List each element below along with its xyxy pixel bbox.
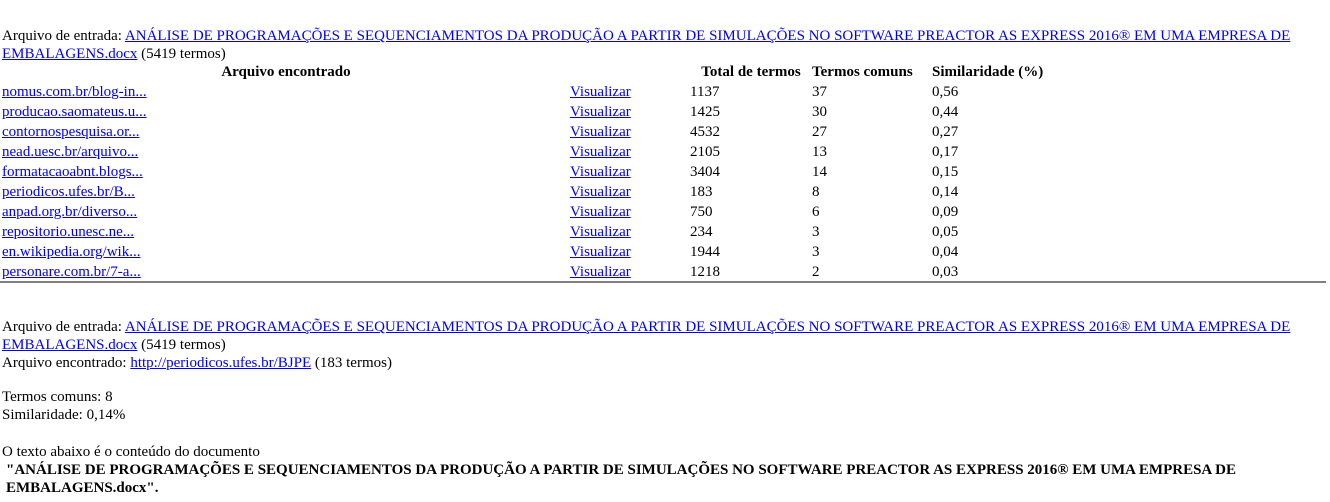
found-file-link[interactable]: en.wikipedia.org/wik... bbox=[2, 244, 141, 260]
total-terms-cell: 750 bbox=[690, 204, 713, 220]
header-similaridade: Similaridade (%) bbox=[932, 64, 1044, 80]
detail-input-link[interactable]: ANÁLISE DE PROGRAMAÇÕES E SEQUENCIAMENTOS DA PRODUÇÃO A PARTIR DE SIMULAÇÕES NO SOFTWARE PREACTOR AS EXPRESS 2016® EM UMA EMPRESA DE EMBALAGENS.docx bbox=[2, 319, 1291, 353]
total-terms-cell: 1137 bbox=[690, 84, 720, 100]
found-file-cell bbox=[2, 262, 570, 282]
header-total: Total de termos bbox=[701, 64, 801, 80]
table-body bbox=[2, 82, 1102, 282]
similarity-cell bbox=[932, 222, 1102, 242]
visualize-cell bbox=[570, 202, 690, 222]
common-terms-cell bbox=[812, 162, 932, 182]
common-terms-cell bbox=[812, 142, 932, 162]
visualize-link[interactable]: Visualizar bbox=[570, 224, 631, 240]
visualize-link[interactable]: Visualizar bbox=[570, 124, 631, 140]
found-file-cell bbox=[2, 182, 570, 202]
similarity-cell bbox=[932, 82, 1102, 102]
found-file-cell bbox=[2, 242, 570, 262]
common-terms-cell: 27 bbox=[812, 124, 827, 140]
table-row bbox=[2, 102, 1102, 122]
visualize-cell bbox=[570, 162, 690, 182]
section-divider bbox=[0, 281, 1326, 283]
similarity-cell: 0,04 bbox=[932, 244, 959, 260]
total-terms-cell: 1425 bbox=[690, 104, 720, 120]
common-terms-cell bbox=[812, 102, 932, 122]
total-terms-cell bbox=[690, 262, 812, 282]
total-terms-cell bbox=[690, 122, 812, 142]
similarity-cell bbox=[932, 182, 1102, 202]
found-file-link[interactable]: personare.com.br/7-a... bbox=[2, 264, 141, 280]
common-terms-cell bbox=[812, 262, 932, 282]
visualize-link[interactable]: Visualizar bbox=[570, 164, 631, 180]
visualize-link[interactable]: Visualizar bbox=[570, 144, 631, 160]
common-terms-cell: 13 bbox=[812, 144, 827, 160]
common-terms-cell bbox=[812, 202, 932, 222]
common-terms-cell: 2 bbox=[812, 264, 820, 280]
common-terms-cell: 3 bbox=[812, 224, 820, 240]
table-row bbox=[2, 82, 1102, 102]
found-file-cell bbox=[2, 82, 570, 102]
table-row bbox=[2, 142, 1102, 162]
visualize-cell bbox=[570, 122, 690, 142]
detail-input-label: Arquivo de entrada: bbox=[2, 319, 122, 335]
header-comuns: Termos comuns bbox=[812, 64, 913, 80]
visualize-cell bbox=[570, 242, 690, 262]
total-terms-cell bbox=[690, 82, 812, 102]
found-file-link[interactable]: contornospesquisa.or... bbox=[2, 124, 140, 140]
similarity-cell: 0,09 bbox=[932, 204, 959, 220]
similarity-cell bbox=[932, 142, 1102, 162]
visualize-cell bbox=[570, 82, 690, 102]
detail-found-link[interactable]: http://periodicos.ufes.br/BJPE bbox=[130, 355, 312, 371]
common-terms-cell: 37 bbox=[812, 84, 827, 100]
detail-files bbox=[2, 318, 1322, 372]
total-terms-cell bbox=[690, 162, 812, 182]
visualize-cell bbox=[570, 222, 690, 242]
found-file-link[interactable]: formatacaoabnt.blogs... bbox=[2, 164, 143, 180]
common-terms-cell bbox=[812, 182, 932, 202]
visualize-link[interactable]: Visualizar bbox=[570, 84, 631, 100]
total-terms-cell bbox=[690, 202, 812, 222]
common-terms-cell bbox=[812, 122, 932, 142]
detail-found-label: Arquivo encontrado: bbox=[2, 355, 127, 371]
total-terms-cell: 2105 bbox=[690, 144, 720, 160]
found-file-link[interactable]: repositorio.unesc.ne... bbox=[2, 224, 135, 240]
detail-input-terms: (5419 termos) bbox=[141, 337, 226, 353]
similarity-cell: 0,14 bbox=[932, 184, 959, 200]
common-terms-cell: 30 bbox=[812, 104, 827, 120]
total-terms-cell: 1944 bbox=[690, 244, 720, 260]
similarity-cell: 0,56 bbox=[932, 84, 959, 100]
visualize-cell bbox=[570, 142, 690, 162]
common-terms-cell: 8 bbox=[812, 184, 820, 200]
total-terms-cell: 4532 bbox=[690, 124, 720, 140]
common-terms-cell: 3 bbox=[812, 244, 820, 260]
document-content bbox=[2, 443, 1328, 497]
input-file-terms: (5419 termos) bbox=[141, 46, 226, 62]
total-terms-cell: 3404 bbox=[690, 164, 720, 180]
found-file-cell bbox=[2, 162, 570, 182]
total-terms-cell bbox=[690, 222, 812, 242]
table-row bbox=[2, 122, 1102, 142]
similarity-cell: 0,15 bbox=[932, 164, 959, 180]
document-title: "ANÁLISE DE PROGRAMAÇÕES E SEQUENCIAMENTOS DA PRODUÇÃO A PARTIR DE SIMULAÇÕES NO SOFTWARE PREACTOR AS EXPRESS 2016® EM UMA EMPRESA DE EMBALAGENS.docx". bbox=[6, 462, 1237, 496]
header-acao bbox=[570, 62, 690, 82]
similarity-cell: 0,17 bbox=[932, 144, 959, 160]
found-file-cell bbox=[2, 202, 570, 222]
found-file-link[interactable]: producao.saomateus.u... bbox=[2, 104, 147, 120]
visualize-link[interactable]: Visualizar bbox=[570, 184, 631, 200]
total-terms-cell bbox=[690, 142, 812, 162]
similarity-cell bbox=[932, 242, 1102, 262]
detail-found-terms: (183 termos) bbox=[314, 355, 392, 371]
found-file-link[interactable]: periodicos.ufes.br/B... bbox=[2, 184, 135, 200]
found-file-link[interactable]: nomus.com.br/blog-in... bbox=[2, 84, 147, 100]
visualize-link[interactable]: Visualizar bbox=[570, 264, 631, 280]
common-terms-cell bbox=[812, 242, 932, 262]
similarity: Similaridade: 0,14% bbox=[2, 407, 126, 423]
header-arquivo: Arquivo encontrado bbox=[221, 64, 351, 80]
table-row bbox=[2, 182, 1102, 202]
similarity-cell: 0,03 bbox=[932, 264, 959, 280]
table-row bbox=[2, 242, 1102, 262]
input-file-label: Arquivo de entrada: bbox=[2, 28, 122, 44]
visualize-link[interactable]: Visualizar bbox=[570, 244, 631, 260]
text-intro: O texto abaixo é o conteúdo do documento bbox=[2, 444, 260, 460]
detail-stats bbox=[2, 388, 125, 424]
found-file-cell bbox=[2, 222, 570, 242]
total-terms-cell bbox=[690, 182, 812, 202]
similarity-cell bbox=[932, 162, 1102, 182]
similarity-cell bbox=[932, 262, 1102, 282]
table-row bbox=[2, 202, 1102, 222]
total-terms-cell: 234 bbox=[690, 224, 713, 240]
visualize-link[interactable]: Visualizar bbox=[570, 204, 631, 220]
common-terms-cell: 14 bbox=[812, 164, 827, 180]
visualize-cell bbox=[570, 182, 690, 202]
found-file-cell bbox=[2, 122, 570, 142]
found-file-cell bbox=[2, 102, 570, 122]
table-row bbox=[2, 222, 1102, 242]
common-terms: Termos comuns: 8 bbox=[2, 389, 113, 405]
similarity-cell: 0,44 bbox=[932, 104, 959, 120]
input-file-line bbox=[2, 27, 1302, 63]
found-file-cell bbox=[2, 142, 570, 162]
table-row bbox=[2, 262, 1102, 282]
total-terms-cell bbox=[690, 102, 812, 122]
similarity-cell bbox=[932, 122, 1102, 142]
input-file-link[interactable]: ANÁLISE DE PROGRAMAÇÕES E SEQUENCIAMENTOS DA PRODUÇÃO A PARTIR DE SIMULAÇÕES NO SOFTWARE PREACTOR AS EXPRESS 2016® EM UMA EMPRESA DE EMBALAGENS.docx bbox=[2, 28, 1291, 62]
similarity-cell bbox=[932, 102, 1102, 122]
total-terms-cell: 1218 bbox=[690, 264, 720, 280]
table-row bbox=[2, 162, 1102, 182]
visualize-cell bbox=[570, 102, 690, 122]
similarity-cell: 0,27 bbox=[932, 124, 959, 140]
found-file-link[interactable]: nead.uesc.br/arquivo... bbox=[2, 144, 139, 160]
common-terms-cell bbox=[812, 82, 932, 102]
total-terms-cell: 183 bbox=[690, 184, 713, 200]
results-table bbox=[2, 62, 1102, 282]
common-terms-cell bbox=[812, 222, 932, 242]
found-file-link[interactable]: anpad.org.br/diverso... bbox=[2, 204, 138, 220]
visualize-link[interactable]: Visualizar bbox=[570, 104, 631, 120]
table-header-row bbox=[2, 62, 1102, 82]
common-terms-cell: 6 bbox=[812, 204, 820, 220]
visualize-cell bbox=[570, 262, 690, 282]
similarity-cell: 0,05 bbox=[932, 224, 959, 240]
total-terms-cell bbox=[690, 242, 812, 262]
similarity-cell bbox=[932, 202, 1102, 222]
